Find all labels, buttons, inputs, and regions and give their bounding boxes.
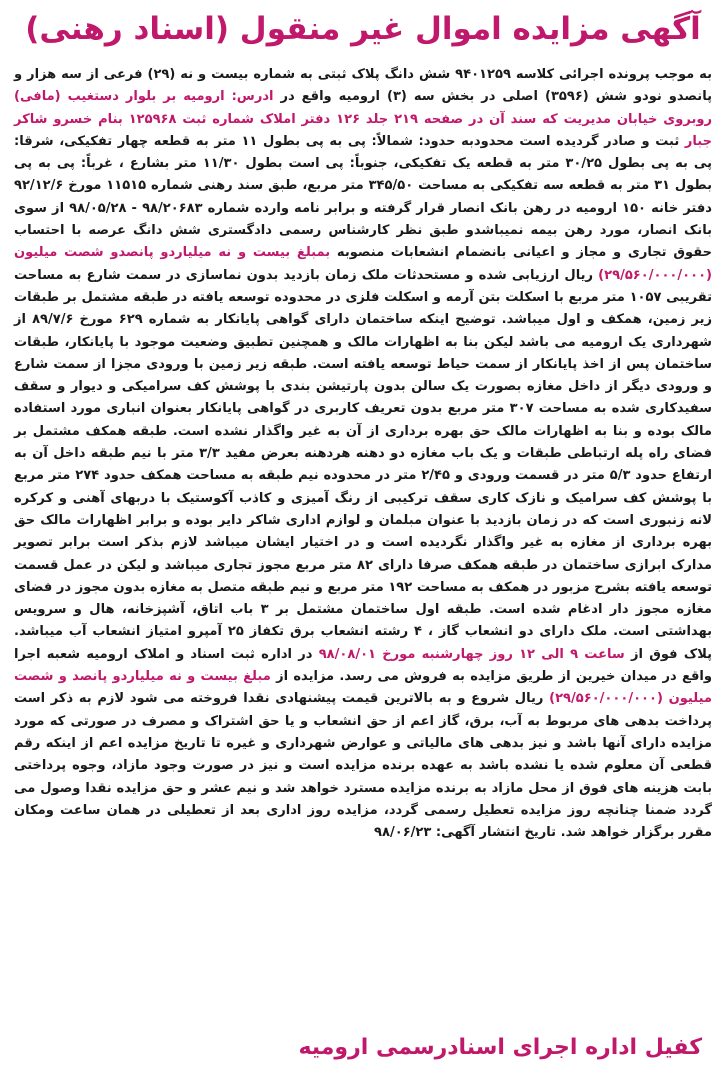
- notice-body: [14, 64, 712, 844]
- body-text-terms: ریال شروع و به بالاترین قیمت پیشنهادی نقدا فروخته می شود لازم به ذکر است پرداخت بدهی های مربوط به آب، برق، گاز اعم از حق انشعاب و یا حق اشتراک و مصرف در صورتی که مورد مزایده دارای آنها باشد و نیز بدهی های مالیاتی و عوارض شهرداری و غیره تا تاریخ مزایده اعم از اینکه رقم قطعی آن معلوم شده یا نشده باشد به عهده برنده مزایده است و نیز در صورت وجود مازاد، وجوه پرداختی بابت هزینه های فوق از محل مازاد به برنده مزایده مسترد خواهد شد و نیم عشر و حق مزایده نقدا وصول می گردد ضمنا چنانچه روز مزایده تعطیل رسمی گردد، مزایده روز اداری بعد از تعطیلی در همان ساعت ومکان مقرر برگزار خواهد شد. تاریخ انتشار آگهی: ۹۸/۰۶/۲۳: [14, 691, 712, 841]
- auction-datetime: ساعت ۹ الی ۱۲ روز چهارشنبه مورخ ۹۸/۰۸/۰۱: [318, 646, 625, 662]
- body-text-location: در اداره ثبت اسناد و املاک ارومیه شعبه اجرا واقع در میدان خیرین از طریق مزایده به فروش می رسد. مزایده از: [14, 646, 713, 685]
- appraisal-price: بمبلغ بیست و نه میلیاردو پانصدو شصت میلیون (۲۹/۵۶۰/۰۰۰/۰۰۰): [14, 245, 712, 283]
- notice-title: آگهی مزایده اموال غیر منقول (اسناد رهنی): [25, 11, 701, 47]
- body-text-bounds: ثبت و صادر گردیده است محدودبه حدود: شمالاً: پی به پی بطول ۱۱ متر به قطعه چهار تفکیکی، شرقا: پی به پی بطول ۳۰/۲۵ متر به قطعه یک تفکیکی، جنوباً: پی است بطول ۱۱/۳۰ متر بشارع ، غرباً: پی به پی بطول ۳۱ متر به قطعه سه تفکیکی به مساحت ۳۴۵/۵۰ متر مربع، طبق سند رهنی شماره ۱۱۵۱۵ مورخ ۹۲/۱۲/۶ دفتر خانه ۱۵۰ ارومیه در رهن بانک انصار قرار گرفته و برابر نامه وارده شماره ۹۸/۲۰۶۸۳ - ۹۸/۰۵/۲۸ از سوی بانک انصار، مورد رهن بیمه نمیباشدو طبق نظر کارشناس رسمی دادگستری شش دانگ عرصه با احتساب حقوق تجاری و مجاز و اعیانی بانضمام انشعابات منصوبه: [14, 133, 713, 261]
- address-text: ارومیه بر بلوار دستغیب (مافی) روبروی خیابان مدیریت که سند آن در صفحه ۲۱۹ جلد ۱۲۶ دفتر املاک شماره ثبت ۱۲۵۹۶۸ بنام خسرو شاکر جبار: [14, 89, 712, 149]
- address-label: ادرس:: [231, 89, 274, 105]
- body-text-intro: به موجب پرونده اجرائی کلاسه ۹۴۰۱۲۵۹ شش دانگ پلاک ثبتی به شماره بیست و نه (۲۹) فرعی از سه هزار و پانصدو نودو شش (۳۵۹۶) اصلی در بخش سه (۳) ارومیه واقع در: [14, 67, 712, 105]
- body-text-description: ریال ارزیابی شده و مستحدثات ملک زمان بازدید بدون نماسازی در سمت شارع به مساحت تقریبی ۱۰۵۷ متر مربع با اسکلت بتن آرمه و اسکلت فلزی در محدوده توسعه یافته در طبقه مشتمل بر طبقات زیر زمین، همکف و اول میباشد. توضیح اینکه ساختمان دارای گواهی پایانکار به شماره ۶۲۹ مورخ ۸۹/۷/۶ از شهرداری یک ارومیه می باشد لیکن بنا به اظهارات مالک و همچنین تطبیق وضعیت موجود با پایانکار، طبقات ساختمان پس از اخذ پایانکار از سمت حیاط توسعه یافته است. طبقه زیر زمین با ورودی مجزا از سمت شارع و ورودی دیگر از داخل مغازه بصورت یک سالن بدون پارتیشن بندی با پوشش کف سرامیکی و دیوار و سقف سفیدکاری شده به مساحت ۳۰۷ متر مربع بدون تعریف کاربری در گواهی پایانکار بعنوان انباری مورد استفاده مالک بوده و بنا به اظهارات مالک حق بهره برداری از آن به غیر واگذار نشده است. طبقه همکف مشتمل بر فضای راه پله ارتباطی طبقات و یک باب مغازه دو دهنه هردهنه بعرض مفید ۳/۳ متر با نیم طبقه داخل آن به ارتفاع حدود ۵/۳ متر در قسمت ورودی و ۲/۴۵ متر در محدوده نیم طبقه به مساحت همکف حدود ۲۷۴ متر مربع با پوشش کف سرامیک و نازک کاری سقف ترکیبی از رنگ آمیزی و کاذب آکوستیک با دربهای آهنی و کرکره لانه زنبوری است که در زمان بازدید با عنوان مبلمان و لوازم اداری شاکر دایر بوده و برابر اظهارات مالک حق بهره برداری از مغازه به غیر واگذار نگردیده است و در اختیار ایشان میباشد لازم بذکر است برابر تصویر مدارک ابرازی ساختمان در طبقه همکف صرفا دارای ۸۲ متر مربع مجوز تجاری میباشد و لیکن در عمل قسمت توسعه یافته بشرح مزبور در همکف به مساحت ۱۹۲ متر مربع و نیم طبقه متصل به مغازه بدون مجوز در فضای مغازه مجوز دار ادغام شده است. طبقه اول ساختمان مشتمل بر ۳ باب اتاق، آشپزخانه، هال و سرویس بهداشتی است. ملک دارای دو انشعاب گاز ، ۴ رشته انشعاب برق تکفاز ۲۵ آمپرو امتیاز انشعاب آب میباشد. پلاک فوق از: [14, 267, 713, 662]
- starting-price: مبلغ بیست و نه میلیاردو پانصد و شصت میلیون (۲۹/۵۶۰/۰۰۰/۰۰۰): [14, 669, 712, 707]
- signature-line: کفیل اداره اجرای اسنادرسمی ارومیه: [298, 1035, 702, 1060]
